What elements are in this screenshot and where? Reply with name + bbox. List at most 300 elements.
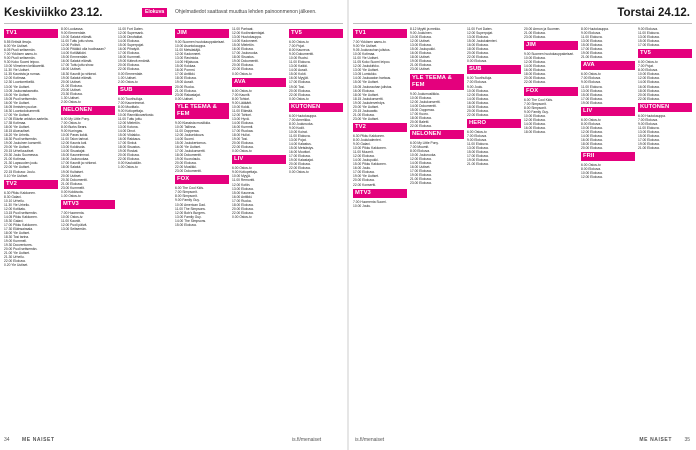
program-listing: 16.00 Uutiset. <box>410 165 431 170</box>
program-listing: 0.00 Ostos-tv. <box>232 149 253 154</box>
program-listing: 9.00 Jouluinen. <box>410 31 433 36</box>
program-listing: 10.00 Elokuva. <box>467 88 489 93</box>
program-listing: 11.30 Yle Uutiset. <box>4 68 30 73</box>
program-listing: 16.00 Yle Uutiset. <box>175 144 201 149</box>
program-listing: 22.00 Elokuva. <box>410 123 432 128</box>
program-listing: 19.00 Elokuva. <box>581 100 603 105</box>
channel-heading: JIM <box>175 29 229 38</box>
program-listing: 6.00 Huutokauppa. <box>638 113 666 118</box>
program-listing: 0.00 Ostos-tv. <box>289 96 310 101</box>
program-listing: 0.00 Kaukoidän. <box>118 161 142 166</box>
program-listing: 14.00 Kotilääkäri. <box>61 51 87 56</box>
program-listing: 2.00 Ostos-tv. <box>61 99 82 104</box>
program-listing: 11.00 The Simpsons. <box>175 206 206 211</box>
program-listing: 20.30 Joulu Suomessa. <box>4 153 39 158</box>
program-listing: 11.05 Koko Suomi leipoo. <box>353 60 391 65</box>
program-listing: 0.00 Ostos-tv. <box>232 214 253 219</box>
program-listing: 20.00 Uutiset. <box>61 79 82 84</box>
program-listing: 11.00 Elokuva. <box>581 84 603 89</box>
program-listing: 8.30 Galaxi. <box>4 194 22 199</box>
program-listing: 14.00 Dinot. <box>118 129 136 134</box>
program-listing: 13.00 Elokuva. <box>638 35 660 40</box>
program-listing: 14.00 Elokuva. <box>467 96 489 101</box>
program-listing: 13.00 Yle Uutiset. <box>353 68 379 73</box>
program-listing: 7.00 Huomenta. <box>61 210 85 215</box>
site-url: is.fi/menaiset <box>292 437 322 443</box>
program-listing: 13.00 Elokuva. <box>638 129 660 134</box>
program-listing: 14.00 Hiljaisuus. <box>175 60 200 65</box>
program-listing: 9.00 Suomen huutokauppakeisari. <box>524 52 575 57</box>
program-listing: 10.00 American Dad. <box>175 202 206 207</box>
program-listing: 8.00 Simpsonit. <box>175 194 198 199</box>
program-listing: 15.00 Pikku Kakkonen. <box>353 162 387 167</box>
program-listing: 18.00 Yle Uutiset. <box>4 124 30 129</box>
program-listing: 10.00 Jouluruoka. <box>410 153 437 158</box>
program-listing: 23.00 Uutiset. <box>410 67 431 72</box>
channel-heading: FOX <box>524 87 578 96</box>
program-listing: 0.00 Ostos-tv. <box>289 170 310 175</box>
schedule-columns <box>353 27 692 429</box>
program-listing: 11.00 Elokuva. <box>467 142 489 147</box>
program-listing: 19.00 Joulutervehdys. <box>353 100 386 105</box>
program-listing: 21.00 Elokuva. <box>524 31 546 36</box>
program-listing: 9.00 Kotiopettaja. <box>232 170 258 175</box>
program-listing: 16.00 Elokuva. <box>581 137 603 142</box>
right-page <box>349 0 696 450</box>
program-listing: 12.00 Joulukonsertti. <box>410 99 441 104</box>
program-listing: 14.00 Joulupukki. <box>353 158 379 163</box>
channel-heading: SUB <box>467 65 521 74</box>
channel-heading: MTV3 <box>353 189 407 198</box>
program-listing: 8.00 Elokuva. <box>410 149 430 154</box>
program-listing: 20.00 Elokuva. <box>118 153 140 158</box>
program-listing: 18.00 Kummeli. <box>118 55 141 60</box>
program-listing: 22.00 Elokuva. <box>232 145 254 150</box>
program-listing: 12.00 Jouluelokuva. <box>175 132 205 137</box>
program-listing: 11.00 Tuttu juttu show. <box>61 39 94 44</box>
program-listing: 11.00 Elokuva. <box>289 133 311 138</box>
schedule-disclaimer: Ohjelmatiedot saattavat muuttua lehden painoonmenon jälkeen. <box>175 9 317 15</box>
program-listing: 7.00 Simpsonit. <box>524 101 547 106</box>
program-listing: 10.00 Ostos-tv. <box>61 214 84 219</box>
program-listing: 20.00 Elokuva. <box>175 161 197 166</box>
schedule-column <box>4 27 58 429</box>
schedule-column <box>410 27 464 429</box>
program-listing: 14.00 Elokuva. <box>410 161 432 166</box>
program-listing: 8.00 Burks Bears. <box>61 124 88 129</box>
program-listing: 16.00 Elokuva. <box>410 51 432 56</box>
page-date: Torstai 24.12. <box>617 7 690 19</box>
program-listing: 15.00 Metsästys. <box>289 146 314 151</box>
program-listing: 17.00 Elokuva. <box>467 154 489 159</box>
program-listing: 19.00 Dokumentti. <box>232 59 259 64</box>
channel-heading: TV5 <box>289 29 343 38</box>
program-listing: 11.00 Elokuva. <box>581 35 603 40</box>
channel-heading: SUB <box>118 86 172 95</box>
program-listing: 22.00 Yle Uutiset. <box>4 165 30 170</box>
program-listing: 22.00 Elokuva. <box>4 259 26 264</box>
program-listing: 18.30 Kauniit ja rohkeat. <box>61 71 97 76</box>
channel-heading: NELONEN <box>410 130 464 139</box>
program-listing: 15.00 Elokuva. <box>581 43 603 48</box>
program-listing: 20.00 Elokuva. <box>118 63 140 68</box>
program-listing: 9.00 Elokuva. <box>581 31 601 36</box>
site-url: is.fi/menaiset <box>355 437 385 443</box>
program-listing: 20.00 Elokuva. <box>289 162 311 167</box>
program-listing: 8.00 Joulukalenteri. <box>353 137 382 142</box>
program-listing: 2.00 Ostos-tv. <box>118 79 139 84</box>
program-listing: 22.00 Elokuva. <box>232 210 254 215</box>
program-listing: 20.00 Baletti. <box>410 119 430 124</box>
program-listing: 17.00 Elokuva. <box>353 170 375 175</box>
program-listing: 21.00 Yle Uutiset. <box>4 251 30 256</box>
program-listing: 9.00 Elokuva. <box>638 121 658 126</box>
program-listing: 13.05 Jouluvastaanotto. <box>4 88 40 93</box>
program-listing: 16.00 Elokuva. <box>524 68 546 73</box>
program-listing: 17.00 Elokuva. <box>638 43 660 48</box>
program-listing: 13.00 Hyvä. <box>232 116 250 121</box>
program-listing: 10.00 Asuntokauppa. <box>175 44 206 49</box>
program-listing: 19.00 Elokuva. <box>581 51 603 56</box>
program-listing: 18.15 Alueuutiset. <box>4 129 31 134</box>
program-listing: 8.00 Huutokauppa. <box>581 27 609 31</box>
program-listing: 15.00 Kokkaa. <box>175 64 197 69</box>
program-listing: 10.00 Elokuva. <box>524 113 546 118</box>
program-listing: 10.00 Elokuva. <box>410 35 432 40</box>
program-listing: 13.00 Elokuva. <box>232 186 254 191</box>
program-listing: 15.00 Viidakko. <box>118 133 141 138</box>
program-listing: 10.10 Urheilu. <box>4 198 25 203</box>
program-listing: 12.00 Kodinrakentajat. <box>232 31 265 36</box>
program-listing: 18.00 Salatut. <box>61 165 82 170</box>
program-listing: 22.00 Elokuva. <box>467 55 489 60</box>
program-listing: 14.00 Elokuva. <box>524 121 546 126</box>
program-listing: 6.30 Pikku Kakkonen. <box>353 133 385 138</box>
program-listing: 19.00 Tosi. <box>232 137 248 142</box>
program-listing: 17.00 Elokuva. <box>638 137 660 142</box>
program-listing: 12.00 Kadonneet. <box>175 52 202 57</box>
schedule-column <box>289 27 343 429</box>
program-listing: 7.00 Pojat. <box>289 44 305 49</box>
channel-heading: HERO <box>467 119 521 128</box>
program-listing: 21.00 Elokuva. <box>410 63 432 68</box>
program-listing: 21.00 Elokuva. <box>61 83 83 88</box>
program-listing: 17.00 Pikku Kakkonen. <box>4 222 38 227</box>
program-listing: 17.00 Elokuva. <box>118 51 140 56</box>
program-listing: 19.30 Docventures. <box>4 243 33 248</box>
program-listing: 6.00 Tuurihulluja. <box>118 96 144 101</box>
program-listing: 12.00 Kotikatu. <box>4 206 26 211</box>
program-listing: 13.00 Kotona. <box>118 124 139 129</box>
program-listing: 13.00 Pitääkö olla huolissaan? <box>61 47 106 52</box>
program-listing: 14.00 Aussit. <box>289 68 308 73</box>
program-listing: 6.00 The Cool Kids. <box>524 97 553 102</box>
program-listing: 8.00 Kauneus. <box>289 48 311 53</box>
program-listing: 13.00 Huutokauppa. <box>232 35 262 40</box>
program-listing: 8.00 Jouluruoka. <box>289 121 314 126</box>
program-listing: 10.00 Elokuva. <box>581 125 603 130</box>
schedule-column <box>638 27 692 429</box>
program-listing: 7.00 Ostos-tv. <box>61 120 82 125</box>
program-listing: 11.00 Elokuva. <box>638 31 660 36</box>
channel-heading: YLE TEEMA & FEM <box>410 74 464 90</box>
film-badge: Elokuva <box>142 8 167 17</box>
program-listing: 15.00 Yle Uutiset. <box>4 92 30 97</box>
program-listing: 12.00 Joulukirkko. <box>353 64 380 69</box>
program-listing: 15.05 Joulurauhan julistus. <box>353 84 393 89</box>
program-listing: 22.00 Elokuva. <box>289 92 311 97</box>
program-listing: 15.00 Oopperaa. <box>410 107 435 112</box>
program-listing: 11.00 Remontti. <box>232 178 256 183</box>
program-listing: 11.00 Kauniit. <box>61 218 81 223</box>
program-listing: 14.05 Pikku Kakkonen. <box>4 214 38 219</box>
channel-heading: AVA <box>581 61 635 70</box>
program-listing: 14.00 Jouluaaton hartaus. <box>353 76 392 81</box>
schedule-column <box>524 27 578 429</box>
program-listing: 22.00 Elokuva. <box>524 80 546 85</box>
program-listing: 10.00 Elokuva. <box>410 95 432 100</box>
program-listing: 18.15 Joulukonsertti. <box>353 96 384 101</box>
program-listing: 19.00 Kätevä emäntä. <box>118 59 151 64</box>
program-listing: 18.00 Elokuva. <box>467 47 489 52</box>
program-listing: 16.00 Elokuva. <box>232 47 254 52</box>
program-listing: 10.00 Myyjä. <box>232 174 251 179</box>
program-listing: 12.00 Elokuva. <box>638 76 660 81</box>
program-listing: 22.15 Elokuva: Joulu. <box>4 169 36 174</box>
program-listing: 1.30 Uutiset. <box>61 95 80 100</box>
program-listing: 20.15 Urheiluuutiset. <box>4 149 35 154</box>
program-listing: 6.00 Tuurihulluja. <box>467 76 493 81</box>
program-listing: 17.00 Antiikki. <box>175 72 196 77</box>
program-listing: 9.00 Emmerdale. <box>61 31 87 36</box>
program-listing: 20.00 Uutiset. <box>61 173 82 178</box>
program-listing: 13.00 Pojat. <box>289 137 307 142</box>
program-listing: 11.00 Tuttu juttu. <box>118 116 143 121</box>
program-listing: 20.00 Elokuva. <box>232 63 254 68</box>
program-listing: 9.00 Galaxi. <box>353 142 371 147</box>
program-listing: 21.00 Elokuva. <box>467 162 489 167</box>
program-listing: 9.00 Kuningas. <box>61 129 83 134</box>
program-listing: 20.30 Dokumentti. <box>61 177 88 182</box>
magazine-name: ME NAISET <box>22 437 55 443</box>
program-listing: 15.00 Yle Uutiset. <box>353 80 379 85</box>
program-listing: 0.20 Yle Uutiset. <box>4 263 29 268</box>
program-listing: 12.00 Kotiin. <box>232 182 251 187</box>
program-listing: 16.00 Pihatyöt. <box>118 47 140 52</box>
page-number: 35 <box>684 437 690 443</box>
program-listing: 10.00 Koirat. <box>289 129 308 134</box>
program-listing: 10.00 Elokuva. <box>638 72 660 77</box>
program-listing: 9.00 Yle Uutiset. <box>353 44 378 49</box>
program-listing: 22.00 Konsertti. <box>353 182 377 187</box>
program-listing: 18.30 Tosi tarina. <box>4 235 30 240</box>
program-listing: 22.00 Musiikki. <box>175 165 197 170</box>
program-listing: 1.00 Ostos-tv. <box>61 193 82 198</box>
program-listing: 7.00 Elokuva. <box>467 80 487 85</box>
program-listing: 21.00 Elokuva. <box>175 88 197 93</box>
program-listing: 20.00 Elokuva. <box>524 76 546 81</box>
program-listing: 12.00 Elokuva. <box>524 60 546 65</box>
program-listing: 14.00 The Simpsons. <box>175 218 207 223</box>
program-listing: 17.30 Eläinsairaala. <box>4 227 33 232</box>
channel-heading: AVA <box>232 78 286 87</box>
program-listing: 15.00 Elokuva. <box>175 222 197 227</box>
program-listing: 16.00 Elokuva. <box>524 125 546 130</box>
program-listing: 12.00 Elokuva. <box>524 117 546 122</box>
program-listing: 20.00 Elokuva. <box>232 206 254 211</box>
program-listing: 13.00 Dinofaktat. <box>118 35 143 40</box>
program-listing: 10.00 Elokuva. <box>581 171 603 176</box>
program-listing: 15.30 Galaxi. <box>4 218 24 223</box>
program-listing: 17.00 Ruokaa. <box>232 129 254 134</box>
program-listing: 18.00 Elokuva. <box>410 115 432 120</box>
program-listing: 20.00 Elokuva. <box>289 88 311 93</box>
program-listing: 15.00 Superpojat. <box>118 43 145 48</box>
program-listing: 20.00 Elokuva. <box>581 146 603 151</box>
program-listing: 6.00 Ostos-tv. <box>581 163 602 168</box>
schedule-column <box>353 27 407 429</box>
schedule-column <box>467 27 521 429</box>
program-listing: 0.00 Uutiset. <box>175 96 194 101</box>
program-listing: 21.00 Elokuva. <box>410 177 432 182</box>
program-listing: 9.00 Lääkärit. <box>232 100 252 105</box>
program-listing: 5.55 Entisiä ilmoja. <box>4 40 32 44</box>
program-listing: 23.00 Kummelit. <box>61 185 85 190</box>
program-listing: 16.00 Elokuva. <box>353 88 375 93</box>
program-listing: 9.00 Klassista musiikkia. <box>175 120 211 125</box>
program-listing: 17.00 Elokuva. <box>581 96 603 101</box>
program-listing: 7.00 Ykkösen aamu-tv. <box>353 40 387 44</box>
program-listing: 14.00 Elokuva. <box>232 120 254 125</box>
program-listing: 19.00 Jouluinen konsertti. <box>4 141 42 146</box>
program-listing: 11.00 Parhaat. <box>232 27 254 31</box>
program-listing: 11.30 Yle Urheilu. <box>4 202 30 207</box>
program-listing: 11.00 Metsästäjä. <box>175 48 201 53</box>
channel-heading: KUTONEN <box>289 103 343 112</box>
program-listing: 19.00 Kuorolaulu. <box>175 157 201 162</box>
program-listing: 18.20 Yle Urheilu. <box>4 133 31 138</box>
program-listing: 20.00 Elokuva. <box>353 178 375 183</box>
program-listing: 15.00 Mieletön. <box>232 43 255 48</box>
program-listing: 9.30 Koko Suomi leipoo. <box>4 60 40 65</box>
program-listing: 1.00 Ostos-tv. <box>118 165 139 170</box>
program-listing: 16.00 Elokuva. <box>638 84 660 89</box>
program-listing: 16.00 Jouluruokaa. <box>61 157 90 162</box>
program-listing: 8.00 Elokuva. <box>638 68 658 73</box>
program-listing: 21.00 Elokuva. <box>61 181 83 186</box>
program-listing: 11.00 Fort Daten. <box>118 27 144 31</box>
program-listing: 10.00 Elokuva. <box>524 56 546 61</box>
program-listing: 13.00 Elokuva. <box>467 146 489 151</box>
program-listing: 11.35 Kaunista ja rumaa. <box>4 72 41 77</box>
program-listing: 6.00 Ostos-tv. <box>581 117 602 122</box>
program-listing: 13.00 Elokuva. <box>467 35 489 40</box>
program-listing: 7.00 Kauniit. <box>232 92 251 97</box>
program-listing: 10.00 Ruotsi. <box>289 56 309 61</box>
program-listing: 19.00 Kummeli. <box>4 239 27 244</box>
program-listing: 9.00 Suomen huutokauppakeisari. <box>175 40 226 44</box>
schedule-column <box>581 27 635 429</box>
program-listing: 8.00 Elokuva. <box>581 167 601 172</box>
program-listing: 10.00 Kokki. <box>232 104 251 109</box>
program-listing: 12.00 Superpojat. <box>467 31 494 36</box>
program-listing: 6.00 My Little Pony. <box>61 116 90 121</box>
program-listing: 21.00 Elokuva. <box>581 55 603 60</box>
program-listing: 15.05 Puoli seitsemän. <box>4 96 38 101</box>
program-listing: 1.00 Uutiset. <box>118 75 137 80</box>
program-listing: 12.00 Kotimaa. <box>4 76 27 81</box>
program-listing: 14.00 Elokuva. <box>524 64 546 69</box>
program-listing: 19.00 Elokuva. <box>638 142 660 147</box>
program-listing: 8.00 Elokuva. <box>581 121 601 126</box>
program-listing: 22.00 Elokuva. <box>289 166 311 171</box>
channel-heading: KUTONEN <box>638 103 692 112</box>
program-listing: 7.00 Elokuva. <box>581 76 601 81</box>
program-listing: 17.00 Elokuva. <box>289 80 311 85</box>
program-listing: 21.00 Kotimaa. <box>4 157 27 162</box>
program-listing: 12.00 Elokuva. <box>467 92 489 97</box>
program-listing: 23.00 Elokuva. <box>524 35 546 40</box>
program-listing: 12.00 Elokuva. <box>410 157 432 162</box>
program-listing: 17.35 Kotimaa. <box>4 120 27 125</box>
schedule-columns <box>4 27 343 429</box>
program-listing: 23.00 Uutiset. <box>61 87 82 92</box>
program-listing: 14.00 Suomi. <box>175 136 195 141</box>
program-listing: 20.00 Elokuva. <box>638 92 660 97</box>
program-listing: 10.00 Joulu. <box>353 203 371 208</box>
header-rule <box>353 23 692 24</box>
program-listing: 7.00 Elokuva. <box>467 133 487 138</box>
program-listing: 20.00 Elokuva. <box>467 51 489 56</box>
program-listing: 22.00 Elokuva. <box>118 67 140 72</box>
program-listing: 16.00 Moottori. <box>289 150 311 155</box>
schedule-column <box>175 27 229 429</box>
program-listing: 17.00 Yle Uutiset. <box>4 112 30 117</box>
program-listing: 20.00 Armon ja Suomen. <box>524 27 561 31</box>
program-listing: 17.00 Jouluruoka. <box>232 51 259 56</box>
program-listing: 21.30 Lapsuuden joulu. <box>4 161 39 166</box>
program-listing: 12.00 Mieletön. <box>118 120 141 125</box>
program-listing: 6.00 Ostos-tv. <box>232 166 253 171</box>
program-listing: 15.00 Joulukalenteri. <box>467 39 498 44</box>
program-listing: 9.00 Elokuva. <box>581 80 601 85</box>
program-listing: 18.00 Yle Uutiset. <box>4 231 30 236</box>
program-listing: 15.00 Joulukertomus. <box>175 140 207 145</box>
program-listing: 18.00 Elokuva. <box>524 129 546 134</box>
program-listing: 14.00 Kadonneet. <box>232 39 259 44</box>
program-listing: 12.00 Poliisit. <box>61 43 81 48</box>
program-listing: 8.00 Simpsonit. <box>524 105 547 110</box>
program-listing: 16.00 Elokuva. <box>467 43 489 48</box>
program-listing: 19.00 Aussit. <box>175 80 194 85</box>
program-listing: 16.00 Salatut elämät. <box>61 59 93 64</box>
program-listing: 17.00 Elokuva. <box>581 47 603 52</box>
program-listing: 22.00 Elokuva. <box>118 157 140 162</box>
channel-heading: NELONEN <box>61 106 115 115</box>
program-listing: 22.00 Elokuva. <box>638 96 660 101</box>
program-listing: 18.00 Elokuva. <box>467 104 489 109</box>
program-listing: 9.00 Kodit. <box>289 125 305 130</box>
program-listing: 23.00 Dokumentti. <box>175 169 202 174</box>
program-listing: 18.00 Elokuva. <box>524 72 546 77</box>
program-listing: 16.00 Myyjät. <box>289 76 309 81</box>
program-listing: 12.30 Luontoretkellä. <box>4 80 35 85</box>
program-listing: 11.00 Elämää. <box>232 108 254 113</box>
channel-heading: FOX <box>175 175 229 184</box>
program-listing: 11.00 Elokuva. <box>638 125 660 130</box>
program-listing: 20.00 Puoli seitsemän. <box>4 247 38 252</box>
program-listing: 15.00 Elokuva. <box>581 92 603 97</box>
